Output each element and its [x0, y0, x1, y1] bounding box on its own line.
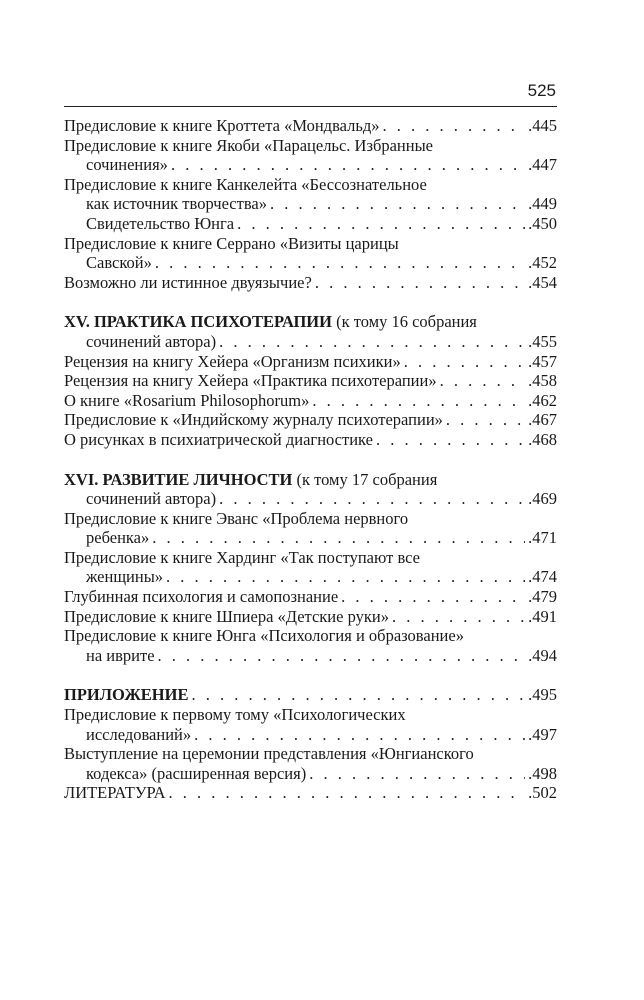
- toc-entry-title: Предисловие к книге Эванс «Проблема нервного: [64, 508, 409, 528]
- toc-entry-title: Предисловие к книге Канкелейта «Бессознательное: [64, 174, 427, 194]
- toc-page-number: .468: [528, 429, 557, 449]
- toc-entry: [64, 410, 557, 430]
- toc-page-number: .497: [528, 724, 557, 744]
- toc-entry-title: Предисловие к книге Серрано «Визиты царицы: [64, 233, 399, 253]
- toc-entry: [64, 626, 557, 665]
- toc-entry: [64, 509, 557, 548]
- toc-entry: [64, 214, 557, 234]
- toc-entry-title-cont: сочинения»: [86, 155, 168, 175]
- toc-entry-title: Свидетельство Юнга: [86, 213, 235, 233]
- toc-page-number: .469: [528, 489, 557, 509]
- section-note-cont: сочинений автора): [86, 331, 217, 351]
- leader-dots: [219, 332, 525, 352]
- toc-page-number: .495: [528, 685, 557, 705]
- toc-entry-title: Выступление на церемонии представления «Юнгианского: [64, 744, 474, 764]
- toc-entry: [64, 744, 557, 783]
- leader-dots: [191, 685, 525, 705]
- section-title: XVI. РАЗВИТИЕ ЛИЧНОСТИ: [64, 469, 293, 489]
- header-rule: [64, 106, 557, 107]
- leader-dots: [383, 116, 526, 136]
- toc-page-number: .452: [528, 253, 557, 273]
- toc-entry-title: Предисловие к первому тому «Психологических: [64, 705, 406, 725]
- section-heading-xv: [64, 312, 557, 351]
- leader-dots: [440, 371, 526, 391]
- toc-page-number: .454: [528, 272, 557, 292]
- leader-dots: [152, 528, 525, 548]
- toc-page-number: .447: [528, 155, 557, 175]
- toc-page-number: .498: [528, 763, 557, 783]
- toc-page-number: .450: [528, 213, 557, 233]
- section-title: XV. ПРАКТИКА ПСИХОТЕРАПИИ: [64, 312, 332, 332]
- toc-entry-title: Рецензия на книгу Хейера «Практика психотерапии»: [64, 371, 437, 391]
- toc-entry: [64, 116, 557, 136]
- toc-entry: [64, 371, 557, 391]
- toc-entry-title: Возможно ли истинное двуязычие?: [64, 272, 312, 292]
- toc-page-number: .479: [528, 587, 557, 607]
- toc-page-number: .471: [528, 528, 557, 548]
- toc-entry: [64, 234, 557, 273]
- section-heading-xvi: [64, 470, 557, 509]
- toc-entry: [64, 430, 557, 450]
- leader-dots: [194, 725, 525, 745]
- page-number: 525: [527, 81, 556, 100]
- leader-dots: [392, 607, 525, 627]
- toc-entry: [64, 352, 557, 372]
- toc-entry: [64, 175, 557, 214]
- table-of-contents: [64, 116, 557, 803]
- leader-dots: [219, 489, 525, 509]
- toc-page-number: .467: [528, 410, 557, 430]
- section-note-cont: сочинений автора): [86, 489, 217, 509]
- toc-entry-title: О книге «Rosarium Philosophorum»: [64, 390, 310, 410]
- toc-entry-title-cont: ребенка»: [86, 528, 150, 548]
- leader-dots: [158, 646, 526, 666]
- section-heading-appendix: [64, 685, 557, 705]
- toc-entry: [64, 548, 557, 587]
- leader-dots: [155, 253, 525, 273]
- toc-entry-title-cont: Савской»: [86, 253, 152, 273]
- toc-entry-title-cont: исследований»: [86, 724, 192, 744]
- toc-entry-title: О рисунках в психиатрической диагностике: [64, 429, 373, 449]
- leader-dots: [341, 587, 525, 607]
- toc-page-number: .449: [528, 194, 557, 214]
- leader-dots: [270, 194, 525, 214]
- leader-dots: [446, 410, 525, 430]
- section-note: (к тому 16 собрания: [331, 312, 477, 332]
- section-note: (к тому 17 собрания: [292, 469, 438, 489]
- toc-entry-title: Рецензия на книгу Хейера «Организм психики»: [64, 351, 401, 371]
- toc-entry-title: Предисловие к «Индийскому журналу психотерапии»: [64, 410, 443, 430]
- leader-dots: [315, 273, 525, 293]
- toc-entry-title-cont: на иврите: [86, 645, 155, 665]
- leader-dots: [171, 155, 525, 175]
- toc-page-number: .445: [528, 116, 557, 135]
- toc-entry-title: Предисловие к книге Кроттета «Мондвальд»: [64, 116, 380, 135]
- toc-entry: [64, 391, 557, 411]
- toc-entry-title-cont: как источник творчества»: [86, 194, 267, 214]
- leader-dots: [309, 764, 525, 784]
- section-title: ПРИЛОЖЕНИЕ: [64, 685, 189, 705]
- toc-entry-title-cont: кодекса» (расширенная версия): [86, 763, 307, 783]
- toc-entry: [64, 273, 557, 293]
- toc-entry: [64, 607, 557, 627]
- toc-entry: [64, 783, 557, 803]
- toc-entry-title: Предисловие к книге Юнга «Психология и образование»: [64, 626, 464, 646]
- leader-dots: [312, 391, 525, 411]
- toc-page-number: .502: [528, 783, 557, 803]
- toc-page-number: .458: [528, 371, 557, 391]
- toc-entry-title: Предисловие к книге Шпиера «Детские руки»: [64, 606, 389, 626]
- toc-page-number: .455: [528, 331, 557, 351]
- toc-page-number: .491: [528, 606, 557, 626]
- leader-dots: [404, 352, 525, 372]
- toc-entry: [64, 136, 557, 175]
- toc-entry-title: ЛИТЕРАТУРА: [64, 783, 166, 803]
- toc-entry-title-cont: женщины»: [86, 567, 164, 587]
- toc-entry: [64, 587, 557, 607]
- toc-entry-title: Глубинная психология и самопознание: [64, 587, 339, 607]
- leader-dots: [169, 783, 526, 803]
- toc-page-number: .494: [528, 645, 557, 665]
- leader-dots: [166, 567, 525, 587]
- leader-dots: [237, 214, 525, 234]
- toc-page-number: .474: [528, 567, 557, 587]
- toc-page-number: .457: [528, 351, 557, 371]
- toc-entry-title: Предисловие к книге Хардинг «Так поступают все: [64, 547, 420, 567]
- toc-entry: [64, 705, 557, 744]
- leader-dots: [376, 430, 525, 450]
- toc-page-number: .462: [528, 390, 557, 410]
- toc-entry-title: Предисловие к книге Якоби «Парацельс. Избранные: [64, 135, 433, 155]
